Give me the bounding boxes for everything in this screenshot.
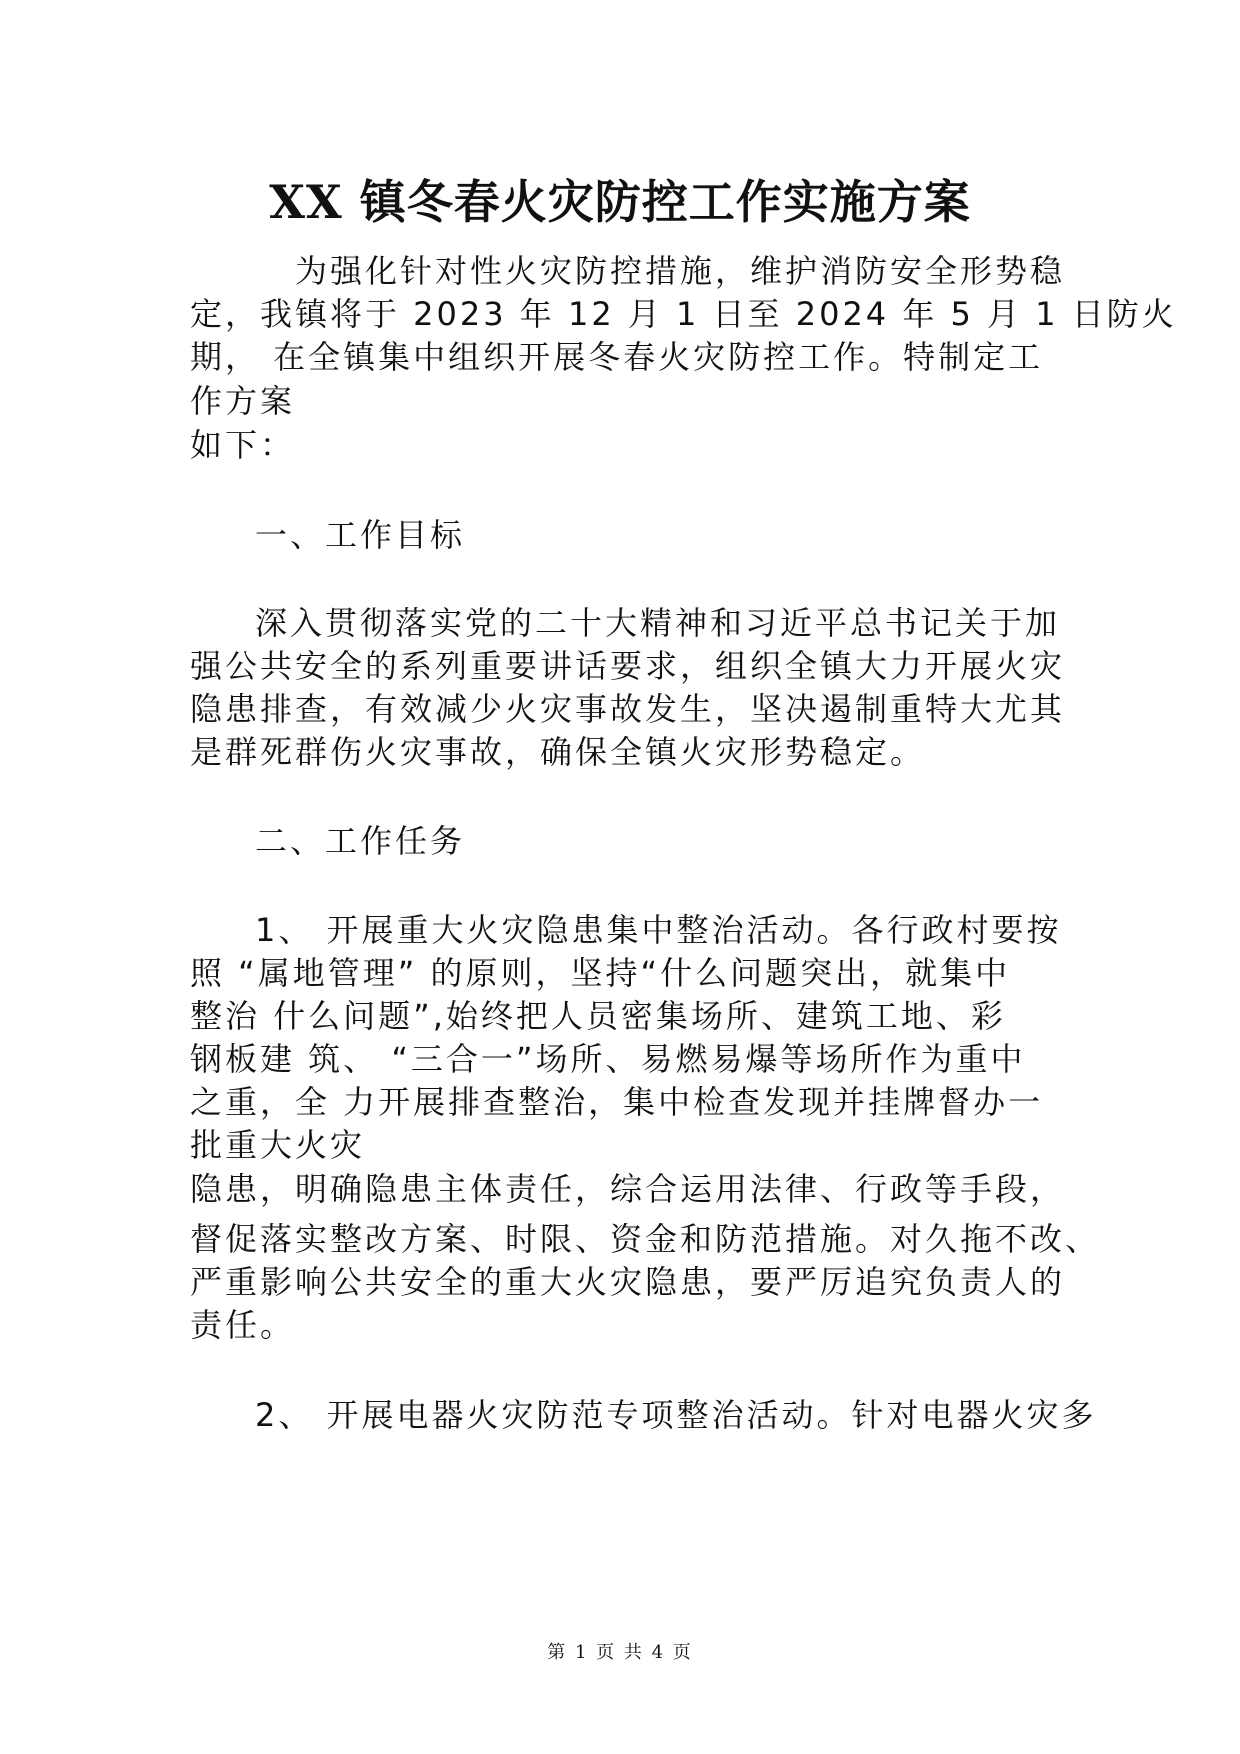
text-line: 督促落实整改方案、时限、资金和防范措施。对久拖不改、 bbox=[190, 1220, 1101, 1258]
text-line: 批重大火灾 bbox=[190, 1126, 366, 1164]
text-line: 深入贯彻落实党的二十大精神和习近平总书记关于加 bbox=[255, 604, 1061, 642]
text-line: 严重影响公共安全的重大火灾隐患，要严厉追究负责人的 bbox=[190, 1263, 1066, 1301]
document-title: XX 镇冬春火灾防控工作实施方案 bbox=[269, 175, 971, 229]
text-line: 2、 开展电器火灾防范专项整治活动。针对电器火灾多 bbox=[255, 1396, 1097, 1434]
text-line: 照 “属地管理” 的原则，坚持“什么问题突出，就集中 bbox=[190, 954, 1011, 992]
text-line: 为强化针对性火灾防控措施，维护消防安全形势稳 bbox=[295, 252, 1066, 290]
text-line: 是群死群伤火灾事故，确保全镇火灾形势稳定。 bbox=[190, 733, 926, 771]
text-line: 隐患，明确隐患主体责任，综合运用法律、行政等手段， bbox=[190, 1170, 1066, 1208]
text-line: 钢板建 筑、 “三合一”场所、易燃易爆等场所作为重中 bbox=[190, 1040, 1026, 1078]
text-line: 如下： bbox=[190, 426, 296, 464]
text-line: 责任。 bbox=[190, 1306, 296, 1344]
text-line: 1、 开展重大火灾隐患集中整治活动。各行政村要按 bbox=[255, 911, 1062, 949]
text-line: 整治 什么问题”,始终把人员密集场所、建筑工地、彩 bbox=[190, 997, 1006, 1035]
text-line: 之重，全 力开展排查整治，集中检查发现并挂牌督办一 bbox=[190, 1083, 1044, 1121]
section-heading: 二、工作任务 bbox=[255, 822, 466, 860]
page-number: 第 1 页 共 4 页 bbox=[547, 1642, 693, 1663]
text-line: 作方案 bbox=[190, 382, 296, 420]
text-line: 期， 在全镇集中组织开展冬春火灾防控工作。特制定工 bbox=[190, 338, 1044, 376]
text-line: 隐患排查，有效减少火灾事故发生，坚决遏制重特大尤其 bbox=[190, 690, 1066, 728]
section-heading: 一、工作目标 bbox=[255, 516, 466, 554]
text-line: 定，我镇将于 2023 年 12 月 1 日至 2024 年 5 月 1 日防火 bbox=[190, 295, 1177, 333]
text-line: 强公共安全的系列重要讲话要求，组织全镇大力开展火灾 bbox=[190, 647, 1066, 685]
